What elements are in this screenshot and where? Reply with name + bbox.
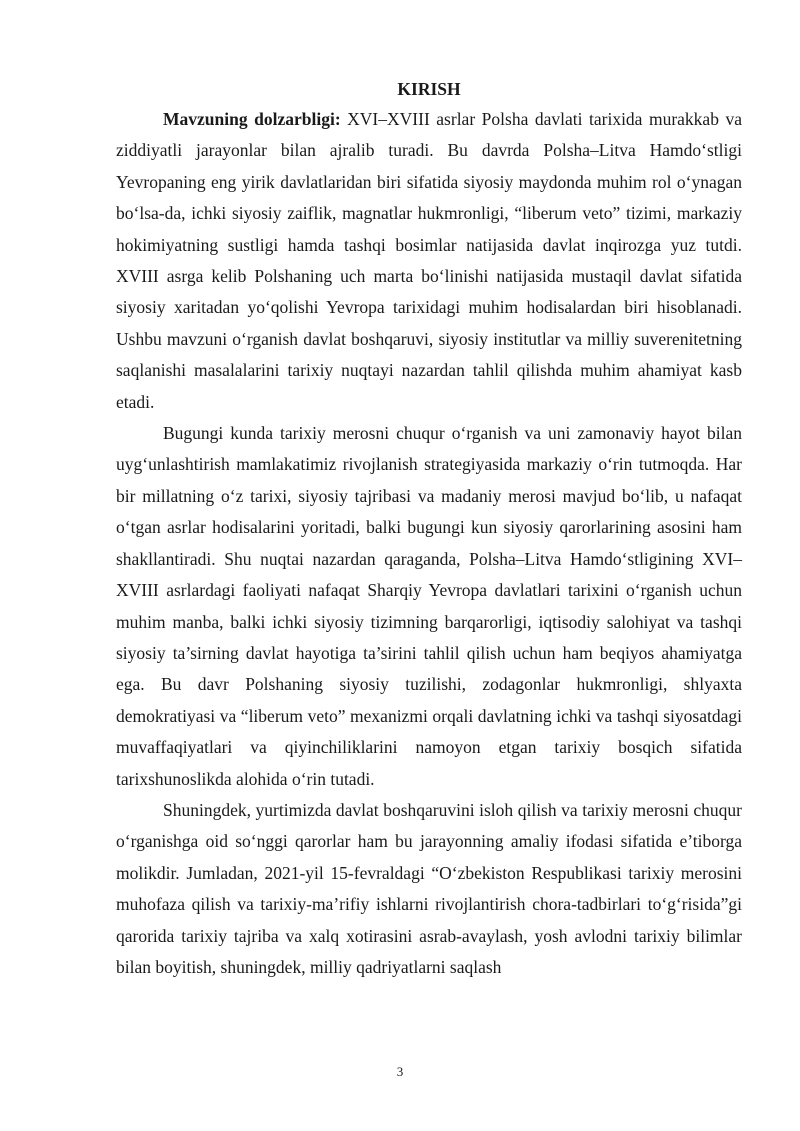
paragraph-heritage: Bugungi kunda tarixiy merosni chuqur o‘rganish va uni zamonaviy hayot bilan uyg‘unlashtirish mamlakatimiz rivojlanish strategiyasida markaziy o‘rin tutmoqda. Har bir millatning o‘z tarixi, siyosiy tajribasi va madaniy merosi mavjud bo‘lib, u nafaqat o‘tgan asrlar hodisalarini yoritadi, balki bugungi kun siyosiy qarorlarining asosini ham shakllantiradi. Shu nuqtai nazardan qaraganda, Polsha–Litva Hamdo‘stligining XVI–XVIII asrlardagi faoliyati nafaqat Sharqiy Yevropa davlatlari tarixini o‘rganish uchun muhim manba, balki ichki siyosiy tizimning barqarorligi, iqtisodiy salohiyat va tashqi siyosiy ta’sirning davlat hayotiga ta’sirini tahlil qilish uchun ham beqiyos ahamiyatga ega. Bu davr Polshaning siyosiy tuzilishi, zodagonlar hukmronligi, shlyaxta demokratiyasi va “liberum veto” mexanizmi orqali davlatning ichki va tashqi siyosatdagi muvaffaqiyatlari va qiyinchiliklarini namoyon etgan tarixiy bosqich sifatida tarixshunoslikda alohida o‘rin tutadi. — [116, 423, 742, 789]
paragraph-relevance — [116, 104, 742, 418]
paragraph-lead: Mavzuning dolzarbligi: — [163, 109, 341, 129]
page-number: 3 — [396, 1064, 404, 1079]
page-content — [116, 74, 742, 983]
paragraph-reforms: Shuningdek, yurtimizda davlat boshqaruvini isloh qilish va tarixiy merosni chuqur o‘rganishga oid so‘nggi qarorlar ham bu jarayonning amaliy ifodasi sifatida e’tiborga molikdir. Jumladan, 2021-yil 15-fevraldagi “O‘zbekiston Respublikasi tarixiy merosini muhofaza qilish va tarixiy-ma’rifiy ishlarni rivojlantirish chora-tadbirlari to‘g‘risida”gi qarorida tarixiy tajriba va xalq xotirasini asrab-avaylash, yosh avlodni tarixiy bilimlar bilan boyitish, shuningdek, milliy qadriyatlarni saqlash — [116, 799, 742, 977]
paragraph-text: XVI–XVIII asrlar Polsha davlati tarixida murakkab va ziddiyatli jarayonlar bilan ajralib turadi. Bu davrda Polsha–Litva Hamdo‘stligi Yevropaning eng yirik davlatlaridan biri sifatida siyosiy maydonda muhim rol o‘ynagan bo‘lsa-da, ichki siyosiy zaiflik, magnatlar hukmronligi, “liberum veto” tizimi, markaziy hokimiyatning sustligi hamda tashqi bosimlar natijasida davlat inqirozga yuz tutdi. XVIII asrga kelib Polshaning uch marta bo‘linishi natijasida mustaqil davlat sifatida siyosiy xaritadan yo‘qolishi Yevropa tarixidagi muhim hodisalardan biri hisoblanadi. Ushbu mavzuni o‘rganish davlat boshqaruvi, siyosiy institutlar va milliy suverenitetning saqlanishi masalalarini tarixiy nuqtayi nazardan tahlil qilishda muhim ahamiyat kasb etadi. — [116, 109, 742, 412]
page-title: KIRISH — [397, 79, 461, 99]
